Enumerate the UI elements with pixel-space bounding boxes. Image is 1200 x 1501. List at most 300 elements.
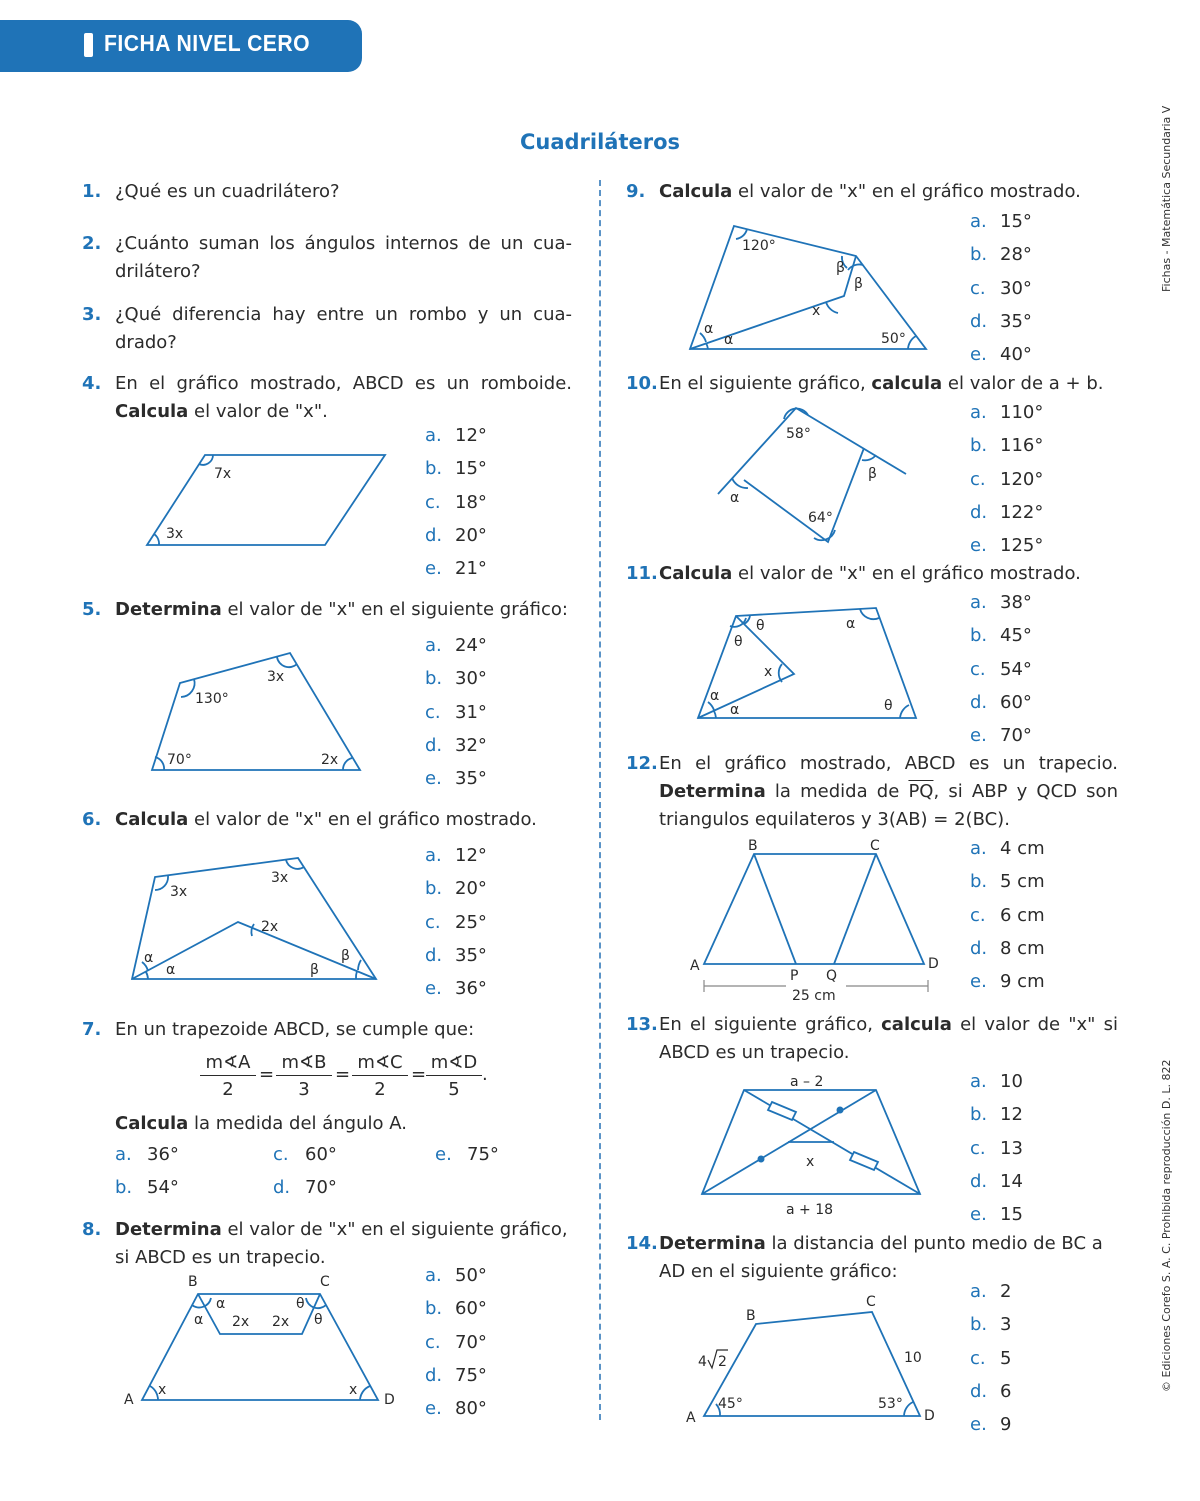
vertex-label: B: [748, 838, 758, 854]
option-c: [970, 660, 1032, 680]
option-letter: a.: [970, 1281, 987, 1302]
question-number: 12.: [626, 753, 658, 774]
length-label: a – 2: [790, 1074, 824, 1090]
option-value: 35°: [455, 768, 487, 790]
option-e: [425, 979, 487, 999]
option-value: 5 cm: [1000, 871, 1045, 893]
option-value: 30°: [455, 668, 487, 690]
question-number: 2.: [82, 233, 102, 254]
option-b: [115, 1177, 179, 1198]
vertex-label: C: [320, 1274, 330, 1290]
option-c: [970, 906, 1045, 926]
question-text: AD en el siguiente gráfico:: [659, 1261, 898, 1282]
option-e: [425, 1399, 487, 1419]
angle-label: α: [144, 950, 154, 966]
question-number: 6.: [82, 809, 102, 830]
question-verb: Determina: [659, 781, 766, 802]
angle-label: 3x: [271, 870, 289, 886]
option-letter: d.: [970, 501, 988, 523]
angle-label: θ: [296, 1296, 305, 1312]
figure-q8: [120, 1270, 410, 1410]
equals-sign: =: [259, 1064, 275, 1085]
option-value: 50°: [455, 1265, 487, 1286]
question-number: 14.: [626, 1233, 658, 1254]
option-letter: e.: [425, 768, 442, 790]
figure-q12: [688, 840, 948, 1005]
option-letter: b.: [425, 668, 443, 690]
length-label: 2: [718, 1354, 727, 1370]
option-value: 75°: [467, 1144, 499, 1165]
option-b: [425, 879, 487, 899]
option-letter: d.: [425, 944, 443, 966]
option-d: [970, 312, 1032, 332]
vertex-label: P: [790, 968, 799, 984]
question-text: drilátero?: [115, 261, 201, 282]
question-text: el valor de a + b.: [942, 373, 1104, 394]
option-value: 70°: [305, 1177, 337, 1198]
figure-q5: [145, 645, 375, 780]
angle-label: 3x: [170, 884, 188, 900]
angle-label: 53°: [878, 1396, 903, 1412]
angle-label: β: [836, 260, 845, 276]
option-value: 13: [1000, 1137, 1023, 1159]
question-number: 8.: [82, 1219, 102, 1240]
option-value: 36°: [455, 978, 487, 1000]
option-letter: b.: [970, 871, 988, 893]
option-letter: e.: [970, 344, 987, 366]
option-value: 54°: [1000, 658, 1032, 680]
option-letter: d.: [970, 691, 988, 713]
question-text: el valor de "x" en el gráfico mostrado.: [188, 809, 537, 830]
question-verb: calcula: [871, 373, 943, 394]
option-a: [425, 1266, 487, 1286]
option-e: [970, 1415, 1011, 1435]
option-value: 10: [1000, 1071, 1023, 1092]
option-a: [425, 426, 487, 446]
column-divider: [599, 180, 601, 1420]
option-c: [425, 703, 487, 723]
question-number: 9.: [626, 181, 646, 202]
option-value: 32°: [455, 734, 487, 756]
fraction-denominator: 3: [298, 1079, 310, 1100]
option-letter: c.: [425, 701, 441, 723]
question-number: 4.: [82, 373, 102, 394]
question-text: ¿Qué es un cuadrilátero?: [115, 181, 340, 202]
angle-label: β: [341, 948, 350, 964]
angle-label: 64°: [808, 510, 833, 526]
figure-q4: [140, 448, 400, 558]
vertex-label: C: [870, 838, 880, 854]
question-text: triangulos equilateros y 3(AB) = 2(BC).: [659, 809, 1010, 830]
angle-label: x: [349, 1382, 358, 1398]
question-verb: Determina: [659, 1233, 766, 1254]
option-value: 35°: [455, 944, 487, 966]
angle-label: 58°: [786, 426, 811, 442]
ratio-equation: [200, 1052, 500, 1104]
option-letter: c.: [970, 658, 986, 680]
question-text: el valor de "x".: [188, 401, 328, 422]
fraction-denominator: 2: [222, 1079, 234, 1100]
angle-label: 130°: [195, 691, 229, 707]
header-mark: [84, 33, 93, 57]
option-letter: a.: [970, 592, 987, 613]
question-text: el valor de "x" en el siguiente gráfico:: [221, 599, 568, 620]
angle-label: x: [158, 1382, 167, 1398]
vertex-label: C: [866, 1294, 876, 1310]
option-d: [970, 503, 1043, 523]
option-e: [970, 536, 1043, 556]
option-d: [273, 1177, 337, 1198]
vertex-label: D: [924, 1408, 935, 1424]
option-letter: b.: [970, 435, 988, 457]
question-text: En el siguiente gráfico,: [659, 373, 872, 394]
equals-sign: =: [335, 1064, 351, 1085]
option-letter: a.: [425, 425, 442, 446]
angle-label: x: [812, 303, 821, 319]
option-letter: d.: [425, 1364, 443, 1386]
option-value: 18°: [455, 491, 487, 513]
angle-label: α: [730, 490, 740, 506]
angle-label: θ: [734, 634, 743, 650]
length-label: a + 18: [786, 1202, 834, 1218]
option-value: 6: [1000, 1380, 1012, 1402]
option-letter: c.: [425, 491, 441, 513]
option-value: 9 cm: [1000, 971, 1045, 993]
option-value: 15°: [455, 458, 487, 480]
option-value: 8 cm: [1000, 937, 1045, 959]
option-letter: e.: [970, 1204, 987, 1226]
question-number: 3.: [82, 304, 102, 325]
option-e: [970, 1205, 1023, 1225]
option-a: [970, 212, 1032, 232]
option-letter: d.: [970, 1380, 988, 1402]
angle-label: 120°: [742, 238, 776, 254]
equals-sign: =: [411, 1064, 427, 1085]
option-c: [425, 1333, 487, 1353]
vertex-label: A: [686, 1410, 696, 1426]
figure-q6: [128, 852, 383, 987]
header-label: FICHA NIVEL CERO: [104, 30, 311, 56]
question-verb: Calcula: [659, 563, 733, 584]
option-a: [970, 1282, 1011, 1302]
option-letter: a.: [115, 1144, 132, 1165]
question-verb: Determina: [115, 599, 222, 620]
ratio-fraction: [200, 1052, 256, 1100]
option-value: 5: [1000, 1347, 1012, 1369]
option-letter: e.: [970, 1414, 987, 1436]
option-letter: a.: [970, 402, 987, 423]
option-letter: a.: [425, 845, 442, 866]
angle-label: 45°: [718, 1396, 743, 1412]
option-letter: e.: [970, 971, 987, 993]
option-letter: c.: [970, 1347, 986, 1369]
option-a: [425, 636, 487, 656]
angle-label: 2x: [232, 1314, 250, 1330]
vertex-label: A: [124, 1392, 134, 1408]
option-a: [970, 839, 1045, 859]
option-letter: c.: [970, 904, 986, 926]
question-number: 11.: [626, 563, 658, 584]
vertex-label: A: [690, 958, 700, 974]
question-number: 13.: [626, 1014, 658, 1035]
ratio-fraction: [276, 1052, 332, 1100]
options-q7: [115, 1144, 585, 1204]
ratio-fraction: [426, 1052, 482, 1100]
option-c: [970, 1349, 1011, 1369]
option-value: 122°: [1000, 501, 1044, 523]
option-letter: c.: [970, 277, 986, 299]
question-text: el valor de "x" si: [951, 1014, 1118, 1035]
option-value: 25°: [455, 911, 487, 933]
angle-label: α: [216, 1296, 226, 1312]
option-d: [970, 939, 1045, 959]
option-letter: c.: [273, 1144, 289, 1165]
option-letter: e.: [970, 535, 987, 557]
option-e: [425, 559, 487, 579]
angle-label: α: [724, 332, 734, 348]
option-letter: c.: [970, 468, 986, 490]
option-d: [970, 693, 1032, 713]
angle-label: 3x: [267, 669, 285, 685]
option-value: 60°: [305, 1144, 337, 1165]
option-letter: d.: [425, 734, 443, 756]
option-letter: a.: [970, 1071, 987, 1092]
option-letter: a.: [970, 838, 987, 859]
option-value: 54°: [147, 1177, 179, 1198]
vertex-label: B: [746, 1308, 756, 1324]
option-value: 28°: [1000, 244, 1032, 266]
figure-q11: [694, 602, 924, 724]
question-verb: calcula: [881, 1014, 952, 1035]
angle-label: 2x: [272, 1314, 290, 1330]
angle-label: θ: [756, 618, 765, 634]
option-e: [425, 769, 487, 789]
option-b: [970, 1315, 1011, 1335]
option-value: 20°: [455, 878, 487, 900]
option-letter: d.: [273, 1177, 291, 1198]
figure-q10: [714, 402, 914, 552]
option-e: [435, 1144, 499, 1165]
option-value: 60°: [1000, 691, 1032, 713]
question-text: En el gráfico mostrado, ABCD es un trapecio.: [659, 753, 1118, 774]
angle-label: α: [710, 688, 720, 704]
option-d: [425, 1366, 487, 1386]
option-letter: b.: [425, 458, 443, 480]
option-value: 14: [1000, 1170, 1023, 1192]
angle-label: 70°: [167, 752, 192, 768]
option-a: [425, 846, 487, 866]
option-e: [970, 726, 1032, 746]
option-value: 38°: [1000, 592, 1032, 613]
angle-label: 2x: [261, 919, 279, 935]
angle-label: α: [194, 1312, 204, 1328]
angle-label: β: [868, 466, 877, 482]
angle-label: 3x: [166, 526, 184, 542]
option-b: [970, 245, 1032, 265]
option-value: 35°: [1000, 310, 1032, 332]
question-text: la medida de: [765, 781, 909, 802]
option-value: 3: [1000, 1314, 1012, 1336]
option-value: 70°: [1000, 725, 1032, 747]
option-letter: d.: [970, 1170, 988, 1192]
header-band: [0, 20, 362, 72]
question-number: 10.: [626, 373, 658, 394]
option-letter: c.: [425, 911, 441, 933]
question-7-ask: [115, 1110, 575, 1138]
option-letter: a.: [425, 635, 442, 656]
option-b: [970, 1105, 1023, 1125]
option-value: 110°: [1000, 402, 1044, 423]
option-letter: d.: [970, 937, 988, 959]
option-value: 15: [1000, 1204, 1023, 1226]
option-letter: b.: [425, 1298, 443, 1320]
figure-q13: [700, 1072, 925, 1217]
option-value: 31°: [455, 701, 487, 723]
question-text: ABCD es un trapecio.: [659, 1042, 850, 1063]
option-value: 116°: [1000, 435, 1044, 457]
option-value: 12: [1000, 1104, 1023, 1126]
angle-label: 7x: [214, 466, 232, 482]
option-b: [425, 669, 487, 689]
option-d: [425, 526, 487, 546]
question-text: , si ABP y QCD son: [933, 781, 1118, 802]
option-letter: b.: [970, 625, 988, 647]
option-value: 24°: [455, 635, 487, 656]
vertex-label: B: [188, 1274, 198, 1290]
option-letter: d.: [970, 310, 988, 332]
question-text: si ABCD es un trapecio.: [115, 1247, 326, 1268]
question-text: En un trapezoide ABCD, se cumple que:: [115, 1019, 475, 1040]
option-a: [970, 403, 1043, 423]
angle-label: α: [166, 962, 176, 978]
option-value: 20°: [455, 524, 487, 546]
option-letter: a.: [970, 211, 987, 232]
option-d: [970, 1172, 1023, 1192]
option-a: [970, 1072, 1023, 1092]
angle-label: 2x: [321, 752, 339, 768]
option-letter: e.: [425, 978, 442, 1000]
option-value: 2: [1000, 1281, 1012, 1302]
angle-label: θ: [884, 698, 893, 714]
option-letter: b.: [115, 1177, 133, 1198]
option-d: [970, 1382, 1011, 1402]
segment-pq: $\overline{PQ}$: [908, 781, 934, 802]
option-value: 125°: [1000, 535, 1044, 557]
vertex-label: D: [928, 956, 939, 972]
question-verb: Determina: [115, 1219, 222, 1240]
option-b: [970, 436, 1043, 456]
fraction-denominator: 2: [374, 1079, 386, 1100]
question-number: 5.: [82, 599, 102, 620]
length-label: 25 cm: [792, 988, 836, 1004]
option-value: 36°: [147, 1144, 179, 1165]
question-text: la medida del ángulo A.: [188, 1113, 407, 1134]
question-number: 1.: [82, 181, 102, 202]
option-value: 30°: [1000, 277, 1032, 299]
question-verb: Calcula: [115, 809, 189, 830]
fraction-numerator: m∢B: [276, 1052, 332, 1076]
figure-q9: [686, 220, 936, 355]
option-c: [425, 493, 487, 513]
fraction-denominator: 5: [448, 1079, 460, 1100]
option-c: [425, 913, 487, 933]
option-value: 40°: [1000, 344, 1032, 366]
question-verb: Calcula: [115, 401, 189, 422]
option-value: 45°: [1000, 625, 1032, 647]
option-d: [425, 736, 487, 756]
option-c: [970, 279, 1032, 299]
option-letter: b.: [970, 1104, 988, 1126]
angle-label: 50°: [881, 331, 906, 347]
vertex-label: Q: [826, 968, 838, 984]
option-letter: a.: [425, 1265, 442, 1286]
question-text: ¿Qué diferencia hay entre un rombo y un cua-: [115, 304, 572, 325]
option-value: 9: [1000, 1414, 1012, 1436]
option-b: [425, 1299, 487, 1319]
option-d: [425, 946, 487, 966]
question-text: el valor de "x" en el gráfico mostrado.: [732, 181, 1081, 202]
question-text: drado?: [115, 332, 177, 353]
option-value: 12°: [455, 425, 487, 446]
fraction-numerator: m∢A: [200, 1052, 256, 1076]
angle-label: β: [310, 962, 319, 978]
option-c: [273, 1144, 337, 1165]
option-value: 70°: [455, 1331, 487, 1353]
option-b: [970, 872, 1045, 892]
side-caption-top: Fichas - Matemática Secundaria V: [1160, 105, 1173, 292]
ratio-fraction: [352, 1052, 408, 1100]
option-value: 21°: [455, 558, 487, 580]
option-value: 15°: [1000, 211, 1032, 232]
option-letter: c.: [425, 1331, 441, 1353]
fraction-numerator: m∢C: [352, 1052, 408, 1076]
option-value: 6 cm: [1000, 904, 1045, 926]
angle-label: α: [704, 321, 714, 337]
angle-label: β: [854, 276, 863, 292]
option-e: [970, 345, 1032, 365]
question-text: ¿Cuánto suman los ángulos internos de un cua-: [115, 233, 572, 254]
option-b: [970, 626, 1032, 646]
option-letter: e.: [970, 725, 987, 747]
period: .: [482, 1064, 488, 1085]
option-letter: b.: [970, 244, 988, 266]
option-letter: b.: [970, 1314, 988, 1336]
question-text: la distancia del punto medio de BC a: [765, 1233, 1103, 1254]
option-value: 75°: [455, 1364, 487, 1386]
option-c: [970, 1139, 1023, 1159]
fraction-numerator: m∢D: [426, 1052, 482, 1076]
option-c: [970, 470, 1043, 490]
option-value: 12°: [455, 845, 487, 866]
option-letter: e.: [425, 1398, 442, 1420]
option-a: [970, 593, 1032, 613]
figure-q14: [684, 1290, 946, 1430]
option-letter: e.: [435, 1144, 452, 1165]
option-value: 60°: [455, 1298, 487, 1320]
question-number: 7.: [82, 1019, 102, 1040]
length-label: 10: [904, 1350, 922, 1366]
side-caption-bottom: © Ediciones Corefo S. A. C. Prohibida reproducción D. L. 822: [1160, 1059, 1173, 1392]
option-a: [115, 1144, 179, 1165]
question-text: En el gráfico mostrado, ABCD es un romboide.: [115, 373, 572, 394]
option-value: 80°: [455, 1398, 487, 1420]
option-letter: e.: [425, 558, 442, 580]
option-letter: b.: [425, 878, 443, 900]
vertex-label: D: [384, 1392, 395, 1408]
option-value: 120°: [1000, 468, 1044, 490]
question-text: En el siguiente gráfico,: [659, 1014, 882, 1035]
page-title: Cuadriláteros: [519, 130, 681, 154]
